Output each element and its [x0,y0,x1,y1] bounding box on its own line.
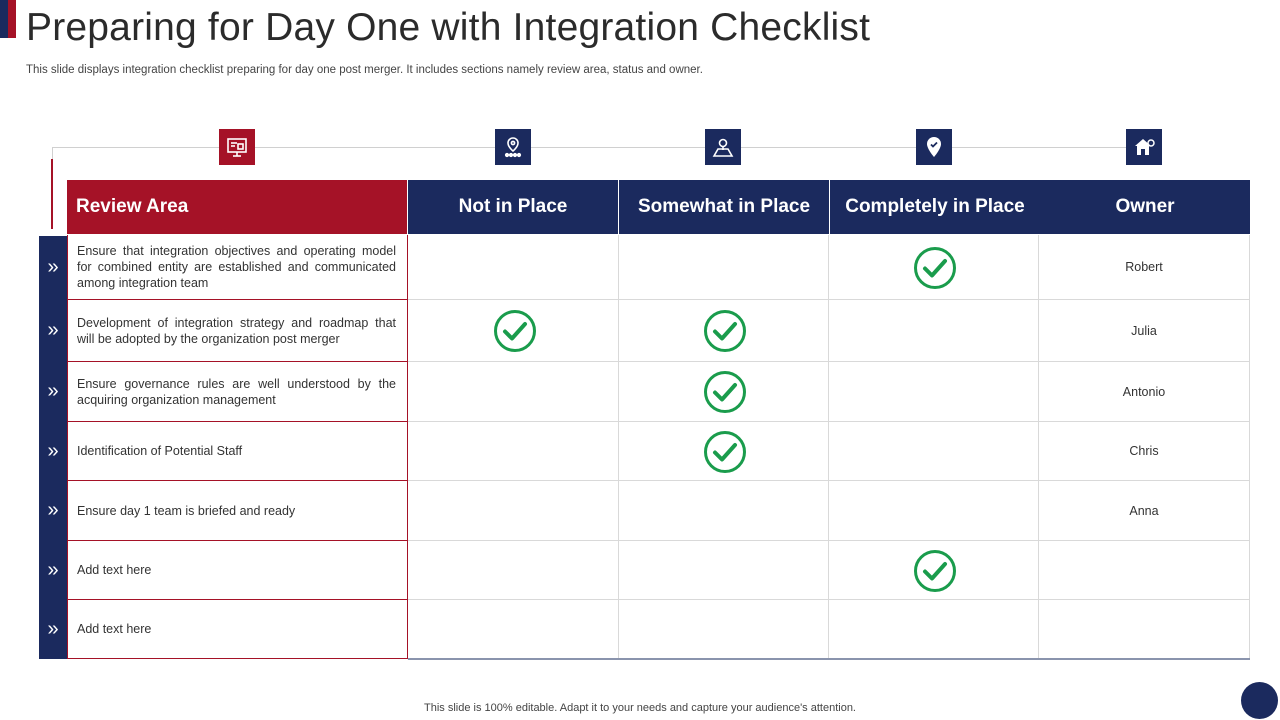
check-mark-icon [913,246,957,290]
corner-decoration [1241,682,1278,719]
page-title: Preparing for Day One with Integration Checklist [26,6,871,49]
chevron-double-right-icon: » [47,380,59,402]
icon-connector-drop [52,147,53,159]
status-cell-not-in-place [408,422,619,481]
status-cell-not-in-place [408,481,619,541]
map-location-icon [705,129,741,165]
table-bottom-rule [408,658,1250,660]
title-accent-navy [0,0,8,38]
location-pin-dots-icon [495,129,531,165]
check-mark-icon [703,370,747,414]
status-cell-somewhat [618,541,829,600]
title-accent-red [8,0,16,38]
status-cell-completely [828,481,1039,541]
chevron-double-right-icon: » [47,558,59,581]
chevron-double-right-icon: » [47,255,59,278]
presentation-board-icon [219,129,255,165]
home-settings-icon [1126,129,1162,165]
review-area-cell: Add text here [67,541,408,600]
location-check-icon [916,129,952,165]
status-cell-somewhat [618,235,829,300]
review-area-cell: Ensure day 1 team is briefed and ready [67,481,408,541]
header-review-area: Review Area [67,180,407,234]
status-cell-completely [828,300,1039,362]
page-subtitle: This slide displays integration checklist preparing for day one post merger. It includes sections namely review area, status and owner. [26,64,703,76]
header-owner: Owner [1040,180,1250,234]
chevron-double-right-icon: » [47,617,59,640]
review-area-cell: Identification of Potential Staff [67,422,408,481]
status-cell-completely [828,362,1039,422]
owner-cell [1039,541,1250,600]
header-completely-in-place: Completely in Place [830,180,1040,234]
review-area-cell: Ensure that integration objectives and operating model for combined entity are established and communicated among integration team [67,235,408,300]
status-cell-completely [828,422,1039,481]
review-area-cell: Add text here [67,600,408,659]
owner-cell: Robert [1039,235,1250,300]
check-mark-icon [703,430,747,474]
check-mark-icon [703,309,747,353]
status-cell-not-in-place [408,362,619,422]
owner-cell: Julia [1039,300,1250,362]
status-cell-somewhat [618,481,829,541]
status-cell-not-in-place [408,600,619,659]
chevron-double-right-icon: » [47,319,59,341]
status-cell-not-in-place [408,541,619,600]
check-mark-icon [493,309,537,353]
owner-cell: Antonio [1039,362,1250,422]
chevron-double-right-icon: » [47,499,59,521]
check-mark-icon [913,549,957,593]
footer-note: This slide is 100% editable. Adapt it to your needs and capture your audience's attention. [424,702,856,714]
header-not-in-place: Not in Place [408,180,618,234]
red-accent-line [51,159,53,229]
chevron-double-right-icon: » [47,439,59,462]
icon-connector-line [52,147,1142,148]
owner-cell: Chris [1039,422,1250,481]
header-somewhat-in-place: Somewhat in Place [619,180,829,234]
owner-cell [1039,600,1250,659]
review-area-cell: Development of integration strategy and roadmap that will be adopted by the organization post merger [67,300,408,362]
status-cell-completely [828,600,1039,659]
status-cell-not-in-place [408,235,619,300]
status-cell-somewhat [618,600,829,659]
review-area-cell: Ensure governance rules are well understood by the acquiring organization management [67,362,408,422]
owner-cell: Anna [1039,481,1250,541]
